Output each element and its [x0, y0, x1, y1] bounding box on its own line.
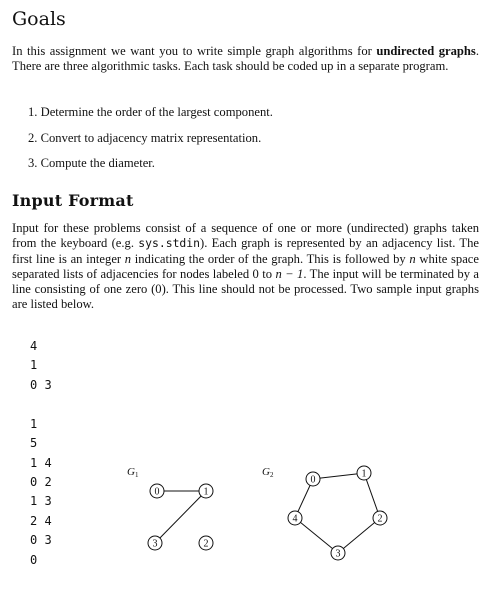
g1-node-label-1: 1: [203, 486, 209, 498]
graph-g1-label: G1: [127, 466, 139, 479]
input-line: 0 3: [30, 533, 52, 548]
input-line: 1: [30, 358, 38, 373]
task-item: 2. Convert to adjacency matrix representation.: [28, 130, 262, 145]
goals-text-2: . There are three algorithmic tasks. Each task should be coded up in a separate program.: [12, 44, 479, 74]
inline-code: sys.stdin: [138, 236, 201, 251]
g2-node-label-4: 4: [292, 513, 298, 525]
task-item: 1. Determine the order of the largest component.: [28, 105, 273, 119]
g2-edge-3-4: [300, 522, 332, 548]
input-format-heading: Input Format: [12, 191, 134, 210]
goals-text-1: In this assignment we want you to write simple graph algorithms for: [12, 44, 377, 58]
g2-node-label-0: 0: [310, 474, 316, 486]
g2-edge-4-0: [298, 485, 310, 511]
graph-g2-nodes: [288, 466, 387, 560]
input-line: 4: [30, 339, 38, 353]
g1-node-label-3: 3: [152, 538, 158, 550]
graph-g1-edges: [160, 491, 201, 538]
g2-node-label-3: 3: [335, 548, 341, 560]
input-line: 0: [30, 552, 38, 567]
input-text-2: ). Each graph is represented by an adjacency list. The first line is an integer: [12, 236, 479, 266]
g1-node-label-0: 0: [154, 486, 160, 498]
input-text-1: Input for these problems consist of a sequence of one or more (undirected) graphs taken from the keyboard (e.g.: [12, 221, 479, 251]
g2-node-label-2: 2: [377, 513, 383, 525]
math-range-end: n − 1: [275, 266, 304, 281]
graph-g2-label: G2: [262, 466, 274, 479]
input-line: 5: [30, 436, 38, 451]
graph-g1: [127, 466, 213, 550]
g2-edge-0-1: [320, 474, 357, 478]
input-line: 1: [30, 416, 38, 431]
graph-g2: [262, 466, 387, 560]
input-line: 0 3: [30, 377, 52, 392]
g2-node-label-1: 1: [361, 468, 367, 480]
input-line: 1 4: [30, 455, 52, 470]
g2-edge-1-2: [366, 480, 377, 512]
task-item: 3. Compute the diameter.: [28, 156, 155, 170]
input-line: 0 2: [30, 474, 52, 489]
g2-edge-2-3: [343, 522, 374, 548]
math-n: n: [409, 251, 416, 266]
input-line: 2 4: [30, 513, 52, 528]
goals-heading: Goals: [12, 8, 66, 30]
math-n: n: [124, 251, 132, 266]
g1-edge-1-3: [160, 496, 201, 538]
input-text-4: white space separated lists of adjacencies for nodes labeled 0 to: [12, 251, 479, 281]
input-text-5: . The input will be terminated by a line consisting of one zero (0). This line should not be processed. Two sample input graphs are listed below.: [12, 266, 479, 312]
g1-node-label-2: 2: [203, 538, 209, 550]
input-line: 1 3: [30, 494, 52, 509]
goals-bold-term: undirected graphs: [376, 44, 476, 58]
input-text-3: indicating the order of the graph. This is followed by: [131, 251, 410, 266]
